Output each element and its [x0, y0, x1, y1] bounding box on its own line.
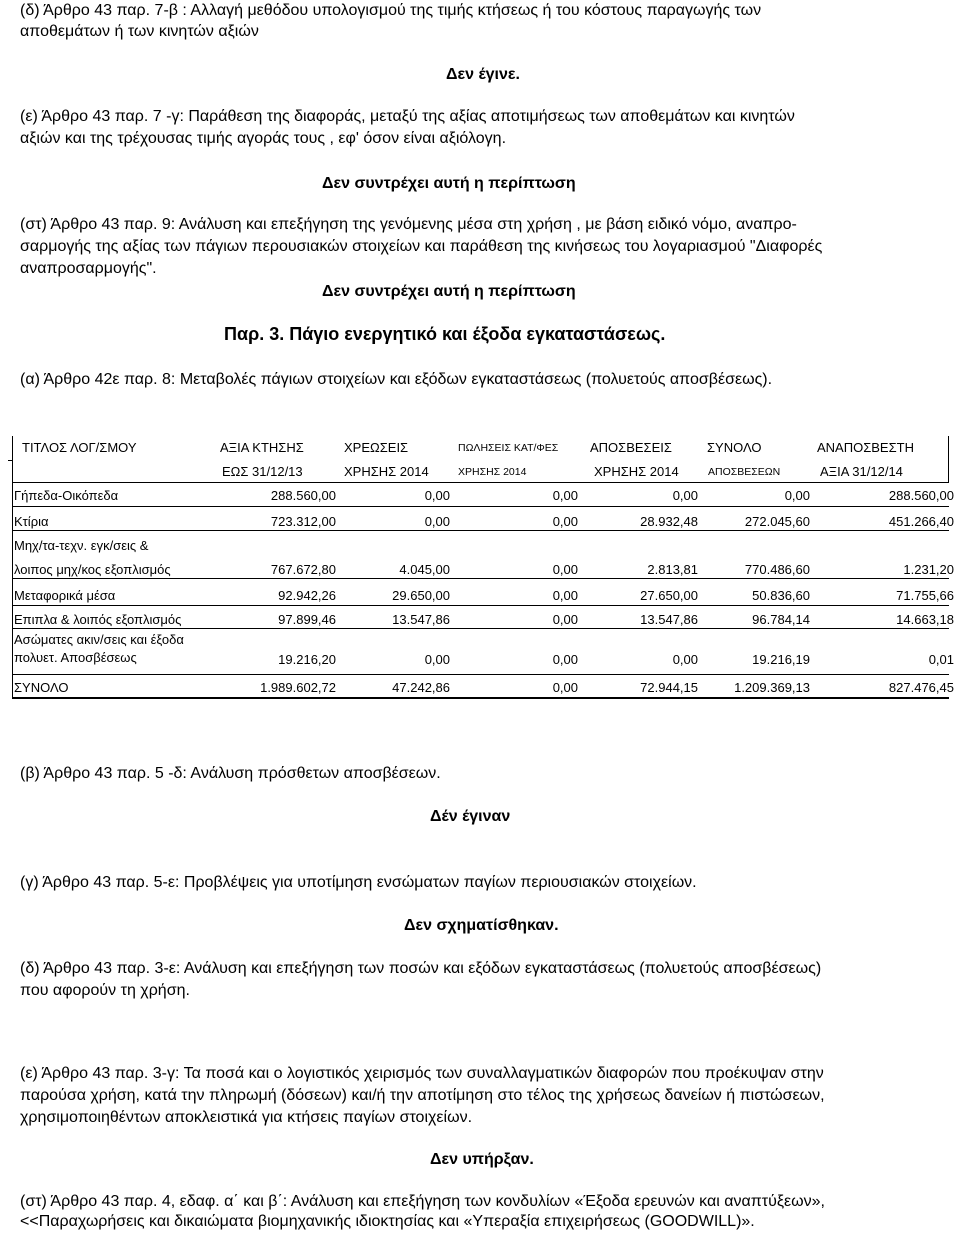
table-bottom-border — [12, 697, 949, 699]
header-value-date: ΑΞΙΑ 31/12/14 — [820, 464, 903, 479]
row-name-line-2: λοιπος μηχ/κος εξοπλισμός — [14, 562, 171, 577]
section-epsilon2-line-2: παρούσα χρήση, κατά την πληρωμή (δόσεων) και/ή την αποτίμηση στο τέλος της χρήσεως δανείων ή πιστώσεων, — [20, 1087, 825, 1104]
section-st-line-3: αναπροσαρμογής". — [20, 260, 157, 277]
section-epsilon-line-1: (ε) Άρθρο 43 παρ. 7 -γ: Παράθεση της διαφοράς, μεταξύ της αξίας αποτιμήσεως των αποθεμάτων και κινητών — [20, 108, 795, 125]
cell-charges: 13.547,86 — [392, 612, 450, 627]
header-sales-writeoffs: ΠΩΛΗΣΕΙΣ ΚΑΤ/ΦΕΣ — [458, 442, 559, 454]
section-heading: Παρ. 3. Πάγιο ενεργητικό και έξοδα εγκαταστάσεως. — [224, 324, 666, 344]
cell-sales: 0,00 — [552, 514, 578, 529]
cell-undepreciated: 0,01 — [928, 652, 954, 667]
cell-total-depreciation: 96.784,14 — [752, 612, 810, 627]
cell-depreciation: 28.932,48 — [640, 514, 698, 529]
table-row-divider — [12, 674, 949, 675]
section-st-line-1: (στ) Άρθρο 43 παρ. 9: Ανάλυση και επεξήγηση της γενόμενης μέσα στη χρήση , με βάση ειδικό νόμο, αναπρο- — [20, 216, 797, 233]
cell-charges: 4.045,00 — [399, 562, 450, 577]
total-undepreciated: 827.476,45 — [888, 680, 954, 695]
section-delta2-line-1: (δ) Άρθρο 43 παρ. 3-ε: Ανάλυση και επεξήγηση των ποσών και εξόδων εγκαταστάσεως (πολυετούς αποσβέσεως) — [20, 960, 822, 977]
row-name: Επιπλα & λοιπός εξοπλισμός — [14, 612, 182, 627]
cell-acquisition: 723.312,00 — [270, 514, 336, 529]
header-undepreciated: ΑΝΑΠΟΣΒΕΣΤΗ — [817, 440, 914, 455]
cell-sales: 0,00 — [552, 588, 578, 603]
header-depreciations: ΑΠΟΣΒΕΣΕΩΝ — [708, 466, 781, 478]
section-epsilon2-note: Δεν υπήρξαν. — [430, 1151, 534, 1168]
row-name: Μηχ/τα-τεχν. εγκ/σεις & — [14, 538, 149, 553]
cell-undepreciated: 71.755,66 — [896, 588, 954, 603]
header-account-title: ΤΙΤΛΟΣ ΛΟΓ/ΣΜΟΥ — [22, 440, 137, 455]
table-right-border — [948, 436, 949, 482]
cell-sales: 0,00 — [552, 562, 578, 577]
row-name: Ασώματες ακιν/σεις και έξοδα — [14, 632, 184, 647]
cell-charges: 29.650,00 — [392, 588, 450, 603]
section-st-line-2: σαρμογής της αξίας των πάγιων περουσιακών στοιχείων και παράθεση της κινήσεως του λογαριασμού "Διαφορές — [20, 238, 823, 255]
section-beta-line: (β) Άρθρο 43 παρ. 5 -δ: Ανάλυση πρόσθετων αποσβέσεων. — [20, 765, 441, 782]
header-year-depreciation: ΧΡΗΣΗΣ 2014 — [594, 464, 679, 479]
row-name: Κτίρια — [14, 514, 49, 529]
header-total: ΣΥΝΟΛΟ — [707, 440, 762, 455]
cell-depreciation: 0,00 — [672, 488, 698, 503]
section-delta-line-1: (δ) Άρθρο 43 παρ. 7-β : Αλλαγή μεθόδου υπολογισμού της τιμής κτήσεως ή του κόστους παραγωγής των — [20, 2, 762, 19]
header-charges: ΧΡΕΩΣΕΙΣ — [344, 440, 409, 455]
section-epsilon2-line-1: (ε) Άρθρο 43 παρ. 3-γ: Τα ποσά και ο λογιστικός χειρισμός των συναλλαγματικών διαφορών που προέκυψαν στην — [20, 1065, 824, 1082]
header-depreciation: ΑΠΟΣΒΕΣΕΙΣ — [590, 440, 672, 455]
total-charges: 47.242,86 — [392, 680, 450, 695]
table-header-divider — [12, 482, 949, 483]
table-intro: (α) Άρθρο 42ε παρ. 8: Μεταβολές πάγιων στοιχείων και εξόδων εγκαταστάσεως (πολυετούς αποσβέσεως). — [20, 371, 773, 388]
cell-acquisition: 97.899,46 — [278, 612, 336, 627]
header-acquisition-value: ΑΞΙΑ ΚΤΗΣΗΣ — [220, 440, 304, 455]
section-epsilon2-line-3: χρησιμοποιηθέντων αποκλειστικά για κτήσεις παγίων στοιχείων. — [20, 1109, 473, 1126]
total-row-label: ΣΥΝΟΛΟ — [14, 680, 69, 695]
cell-charges: 0,00 — [424, 488, 450, 503]
header-until-date: ΕΩΣ 31/12/13 — [222, 464, 303, 479]
section-delta-note: Δεν έγινε. — [446, 66, 520, 83]
table-row-divider — [12, 578, 949, 579]
cell-undepreciated: 14.663,18 — [896, 612, 954, 627]
total-depreciation: 72.944,15 — [640, 680, 698, 695]
cell-depreciation: 13.547,86 — [640, 612, 698, 627]
section-gamma-note: Δεν σχηματίσθηκαν. — [404, 917, 559, 934]
section-st-note: Δεν συντρέχει αυτή η περίπτωση — [322, 283, 576, 300]
cell-total-depreciation: 272.045,60 — [744, 514, 810, 529]
cell-total-depreciation: 50.836,60 — [752, 588, 810, 603]
cell-acquisition: 92.942,26 — [278, 588, 336, 603]
section-st2-line-1: (στ) Άρθρο 43 παρ. 4, εδαφ. α΄ και β΄: Ανάλυση και επεξήγηση των κονδυλίων «Έξοδα ερευνών και αναπτύξεων», — [20, 1193, 825, 1210]
cell-total-depreciation: 770.486,60 — [744, 562, 810, 577]
table-row-divider — [12, 605, 949, 606]
section-delta-line-2: αποθεμάτων ή των κινητών αξιών — [20, 23, 259, 40]
total-acquisition: 1.989.602,72 — [260, 680, 336, 695]
row-name: Μεταφορικά μέσα — [14, 588, 116, 603]
section-gamma-line: (γ) Άρθρο 43 παρ. 5-ε: Προβλέψεις για υποτίμηση ενσώματων παγίων περιουσιακών στοιχείων. — [20, 874, 697, 891]
table-row-divider — [12, 506, 949, 507]
table-row-divider — [12, 628, 949, 629]
cell-depreciation: 0,00 — [672, 652, 698, 667]
section-beta-note: Δέν έγιναν — [430, 808, 511, 825]
section-epsilon-line-2: αξιών και της τρέχουσας τιμής αγοράς τους , εφ' όσον είναι αξιόλογη. — [20, 130, 507, 147]
section-epsilon-note: Δεν συντρέχει αυτή η περίπτωση — [322, 175, 576, 192]
total-sales: 0,00 — [552, 680, 578, 695]
cell-total-depreciation: 19.216,19 — [752, 652, 810, 667]
section-st2-line-2: <<Παραχωρήσεις και δικαιώματα βιομηχανικής ιδιοκτησίας και «Υπεραξία επιχειρήσεως (GOODWILL)». — [20, 1213, 755, 1230]
cell-depreciation: 2.813,81 — [647, 562, 698, 577]
cell-undepreciated: 451.266,40 — [888, 514, 954, 529]
header-year-sales: ΧΡΗΣΗΣ 2014 — [458, 466, 527, 478]
table-row-divider — [12, 530, 949, 531]
cell-charges: 0,00 — [424, 652, 450, 667]
total-total-depreciation: 1.209.369,13 — [734, 680, 810, 695]
header-year-charges: ΧΡΗΣΗΣ 2014 — [344, 464, 429, 479]
row-name: Γήπεδα-Οικόπεδα — [14, 488, 119, 503]
cell-sales: 0,00 — [552, 612, 578, 627]
cell-depreciation: 27.650,00 — [640, 588, 698, 603]
cell-sales: 0,00 — [552, 488, 578, 503]
cell-sales: 0,00 — [552, 652, 578, 667]
cell-acquisition: 288.560,00 — [270, 488, 336, 503]
cell-total-depreciation: 0,00 — [784, 488, 810, 503]
cell-acquisition: 767.672,80 — [270, 562, 336, 577]
cell-undepreciated: 288.560,00 — [888, 488, 954, 503]
table-left-border — [12, 436, 13, 698]
row-name-line-2: πολυετ. Αποσβέσεως — [14, 650, 137, 665]
section-delta2-line-2: που αφορούν τη χρήση. — [20, 982, 190, 999]
cell-undepreciated: 1.231,20 — [903, 562, 954, 577]
cell-charges: 0,00 — [424, 514, 450, 529]
cell-acquisition: 19.216,20 — [278, 652, 336, 667]
